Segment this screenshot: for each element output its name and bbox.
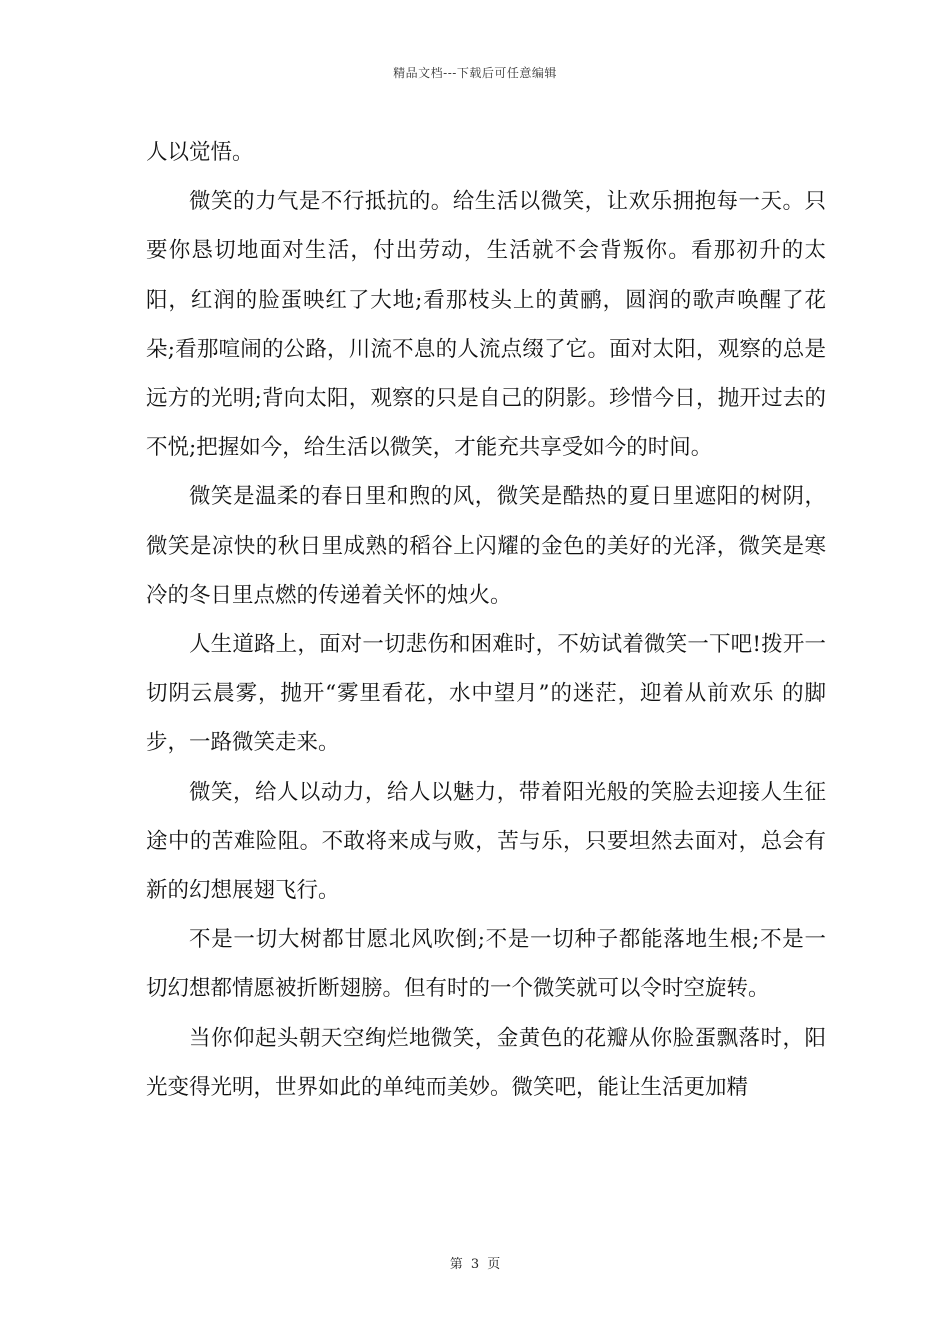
paragraph-7: 当你仰起头朝天空绚烂地微笑，金黄色的花瓣从你脸蛋飘落时，阳光变得光明，世界如此的单纯而美妙。微笑吧，能让生活更加精 xyxy=(146,1025,826,1100)
page-number: 3 xyxy=(470,1257,480,1272)
paragraph-6: 不是一切大树都甘愿北风吹倒;不是一切种子都能落地生根;不是一切幻想都情愿被折断翅膀。但有时的一个微笑就可以令时空旋转。 xyxy=(146,927,826,1002)
document-body xyxy=(146,128,826,1112)
page-footer xyxy=(0,1253,950,1272)
page-label-prefix: 第 xyxy=(449,1257,463,1272)
page-header: 精品文档---下载后可任意编辑 xyxy=(393,66,557,80)
paragraph-4: 人生道路上，面对一切悲伤和困难时，不妨试着微笑一下吧!拨开一切阴云晨雾，抛开“雾里看花，水中望月”的迷茫，迎着从前欢乐 的脚步，一路微笑走来。 xyxy=(146,632,826,756)
paragraph-3: 微笑是温柔的春日里和煦的风，微笑是酷热的夏日里遮阳的树阴，微笑是凉快的秋日里成熟的稻谷上闪耀的金色的美好的光泽，微笑是寒冷的冬日里点燃的传递着关怀的烛火。 xyxy=(146,484,826,608)
paragraph-1: 人以觉悟。 xyxy=(146,140,254,165)
page-label-suffix: 页 xyxy=(487,1257,501,1272)
paragraph-2: 微笑的力气是不行抵抗的。给生活以微笑，让欢乐拥抱每一天。只要你恳切地面对生活，付出劳动，生活就不会背叛你。看那初升的太阳，红润的脸蛋映红了大地;看那枝头上的黄鹂，圆润的歌声唤醒了花朵;看那喧闹的公路，川流不息的人流点缀了它。面对太阳，观察的总是远方的光明;背向太阳，观察的只是自己的阴影。珍惜今日，抛开过去的不悦;把握如今，给生活以微笑，才能充共享受如今的时间。 xyxy=(146,189,826,461)
paragraph-5: 微笑，给人以动力，给人以魅力，带着阳光般的笑脸去迎接人生征途中的苦难险阻。不敢将来成与败，苦与乐，只要坦然去面对，总会有新的幻想展翅飞行。 xyxy=(146,779,826,904)
